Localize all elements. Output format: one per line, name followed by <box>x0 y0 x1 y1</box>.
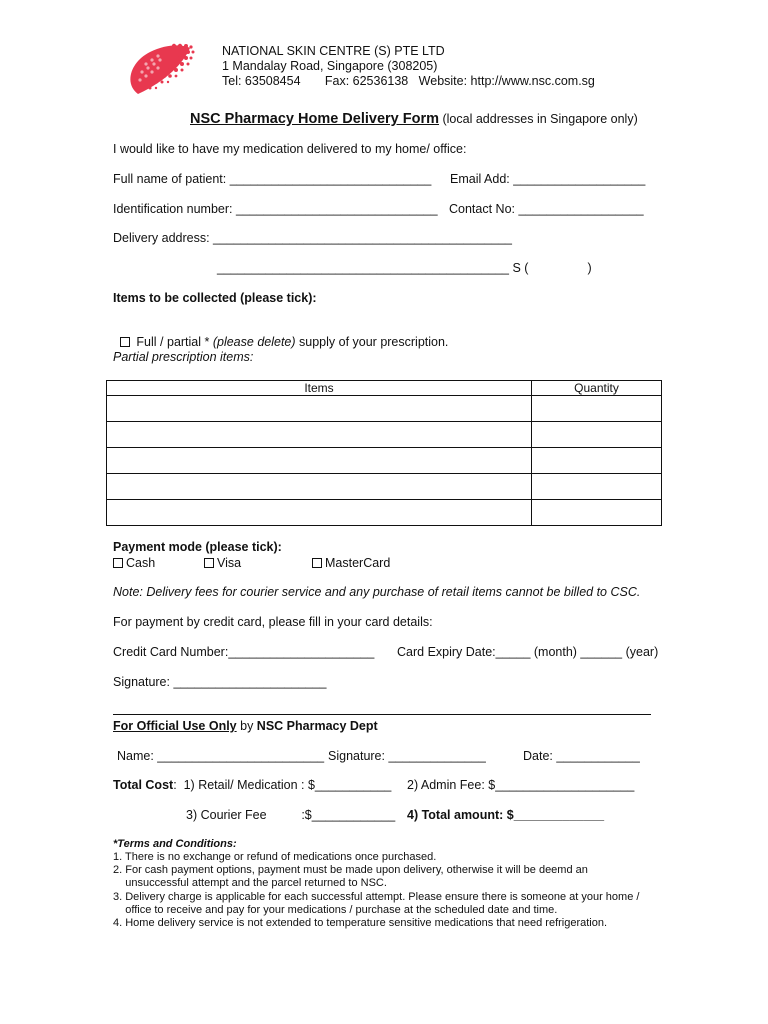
payment-option-label: MasterCard <box>325 556 391 570</box>
payment-option-mastercard[interactable] <box>312 556 390 570</box>
checkbox-icon[interactable] <box>204 558 214 568</box>
checkbox-icon[interactable] <box>120 337 130 347</box>
contact-no-field[interactable]: Contact No: __________________ <box>449 202 644 216</box>
quantity-cell[interactable] <box>532 422 662 448</box>
partial-items-label: Partial prescription items: <box>113 350 254 364</box>
quantity-column-header: Quantity <box>532 381 662 396</box>
payment-option-label: Visa <box>217 556 242 570</box>
supply-option-suffix: supply of your prescription. <box>295 335 449 349</box>
form-title-sub: (local addresses in Singapore only) <box>439 112 638 126</box>
table-row <box>107 422 662 448</box>
credit-card-intro: For payment by credit card, please fill in your card details: <box>113 615 433 629</box>
checkbox-icon[interactable] <box>113 558 123 568</box>
org-contact: Tel: 63508454 Fax: 62536138 Website: http://www.nsc.com.sg <box>222 74 595 88</box>
official-heading-main: For Official Use Only <box>113 719 237 733</box>
checkbox-icon[interactable] <box>312 558 322 568</box>
payment-option-label: Cash <box>126 556 156 570</box>
terms-item: office to receive and pay for your medications / purchase at the scheduled date and time. <box>113 904 558 916</box>
intro-text: I would like to have my medication delivered to my home/ office: <box>113 142 467 156</box>
terms-heading: *Terms and Conditions: <box>113 838 237 850</box>
item-cell[interactable] <box>107 500 532 526</box>
item-cell[interactable] <box>107 448 532 474</box>
delivery-address-line2[interactable]: __________________________________________ S ( ) <box>217 261 592 275</box>
payment-heading: Payment mode (please tick): <box>113 540 282 554</box>
quantity-cell[interactable] <box>532 500 662 526</box>
card-number-field[interactable]: Credit Card Number:_____________________ <box>113 645 375 659</box>
collection-heading: Items to be collected (please tick): <box>113 291 317 305</box>
supply-option-label: Full / partial * <box>132 335 213 349</box>
total-cost-label: Total Cost <box>113 778 174 792</box>
org-address: 1 Mandalay Road, Singapore (308205) <box>222 59 438 73</box>
total-amount-field[interactable]: 4) Total amount: $_____________ <box>407 808 605 822</box>
terms-item: 2. For cash payment options, payment must be made upon delivery, otherwise it will be deemd an <box>113 864 588 876</box>
quantity-cell[interactable] <box>532 474 662 500</box>
org-name: NATIONAL SKIN CENTRE (S) PTE LTD <box>222 44 445 58</box>
item-cell[interactable] <box>107 422 532 448</box>
billing-note: Note: Delivery fees for courier service and any purchase of retail items cannot be billed to CSC. <box>113 585 641 599</box>
terms-item: 3. Delivery charge is applicable for each successful attempt. Please ensure there is someone at your home / <box>113 891 640 903</box>
official-heading-by: by <box>236 719 257 733</box>
form-title-main: NSC Pharmacy Home Delivery Form <box>190 111 440 127</box>
supply-option[interactable] <box>113 321 448 349</box>
table-row <box>107 448 662 474</box>
delivery-address-field[interactable]: Delivery address: ___________________________________________ <box>113 231 512 245</box>
email-field[interactable]: Email Add: ___________________ <box>450 172 646 186</box>
full-name-field[interactable]: Full name of patient: _____________________________ <box>113 172 432 186</box>
items-column-header: Items <box>107 381 532 396</box>
terms-item: 1. There is no exchange or refund of medications once purchased. <box>113 851 437 863</box>
payment-option-visa[interactable] <box>204 556 241 570</box>
courier-fee-field[interactable]: 3) Courier Fee :$____________ <box>186 808 396 822</box>
supply-option-note: (please delete) <box>212 335 296 349</box>
items-table <box>106 380 662 526</box>
table-row <box>107 396 662 422</box>
quantity-cell[interactable] <box>532 448 662 474</box>
table-header-row <box>107 381 662 396</box>
terms-item: 4. Home delivery service is not extended to temperature sensitive medications that need refrigeration. <box>113 917 608 929</box>
signature-field[interactable]: Signature: ______________________ <box>113 675 327 689</box>
table-row <box>107 474 662 500</box>
item-cell[interactable] <box>107 474 532 500</box>
terms-item: unsuccessful attempt and the parcel returned to NSC. <box>113 877 387 889</box>
official-heading-dept: NSC Pharmacy Dept <box>256 719 378 733</box>
official-heading <box>113 719 378 733</box>
table-row <box>107 500 662 526</box>
official-date-field[interactable]: Date: ____________ <box>523 749 640 763</box>
form-title <box>190 110 638 127</box>
nsc-logo <box>124 40 196 104</box>
payment-option-cash[interactable] <box>113 556 155 570</box>
official-name-field[interactable]: Name: ________________________ <box>117 749 325 763</box>
item-cell[interactable] <box>107 396 532 422</box>
admin-fee-field[interactable]: 2) Admin Fee: $____________________ <box>407 778 635 792</box>
total-cost-line <box>113 778 391 792</box>
divider <box>113 714 651 715</box>
quantity-cell[interactable] <box>532 396 662 422</box>
card-expiry-field[interactable]: Card Expiry Date:_____ (month) ______ (year) <box>397 645 659 659</box>
official-signature-field[interactable]: Signature: ______________ <box>328 749 486 763</box>
id-number-field[interactable]: Identification number: _____________________________ <box>113 202 438 216</box>
retail-medication-field[interactable]: : 1) Retail/ Medication : $___________ <box>173 778 392 792</box>
